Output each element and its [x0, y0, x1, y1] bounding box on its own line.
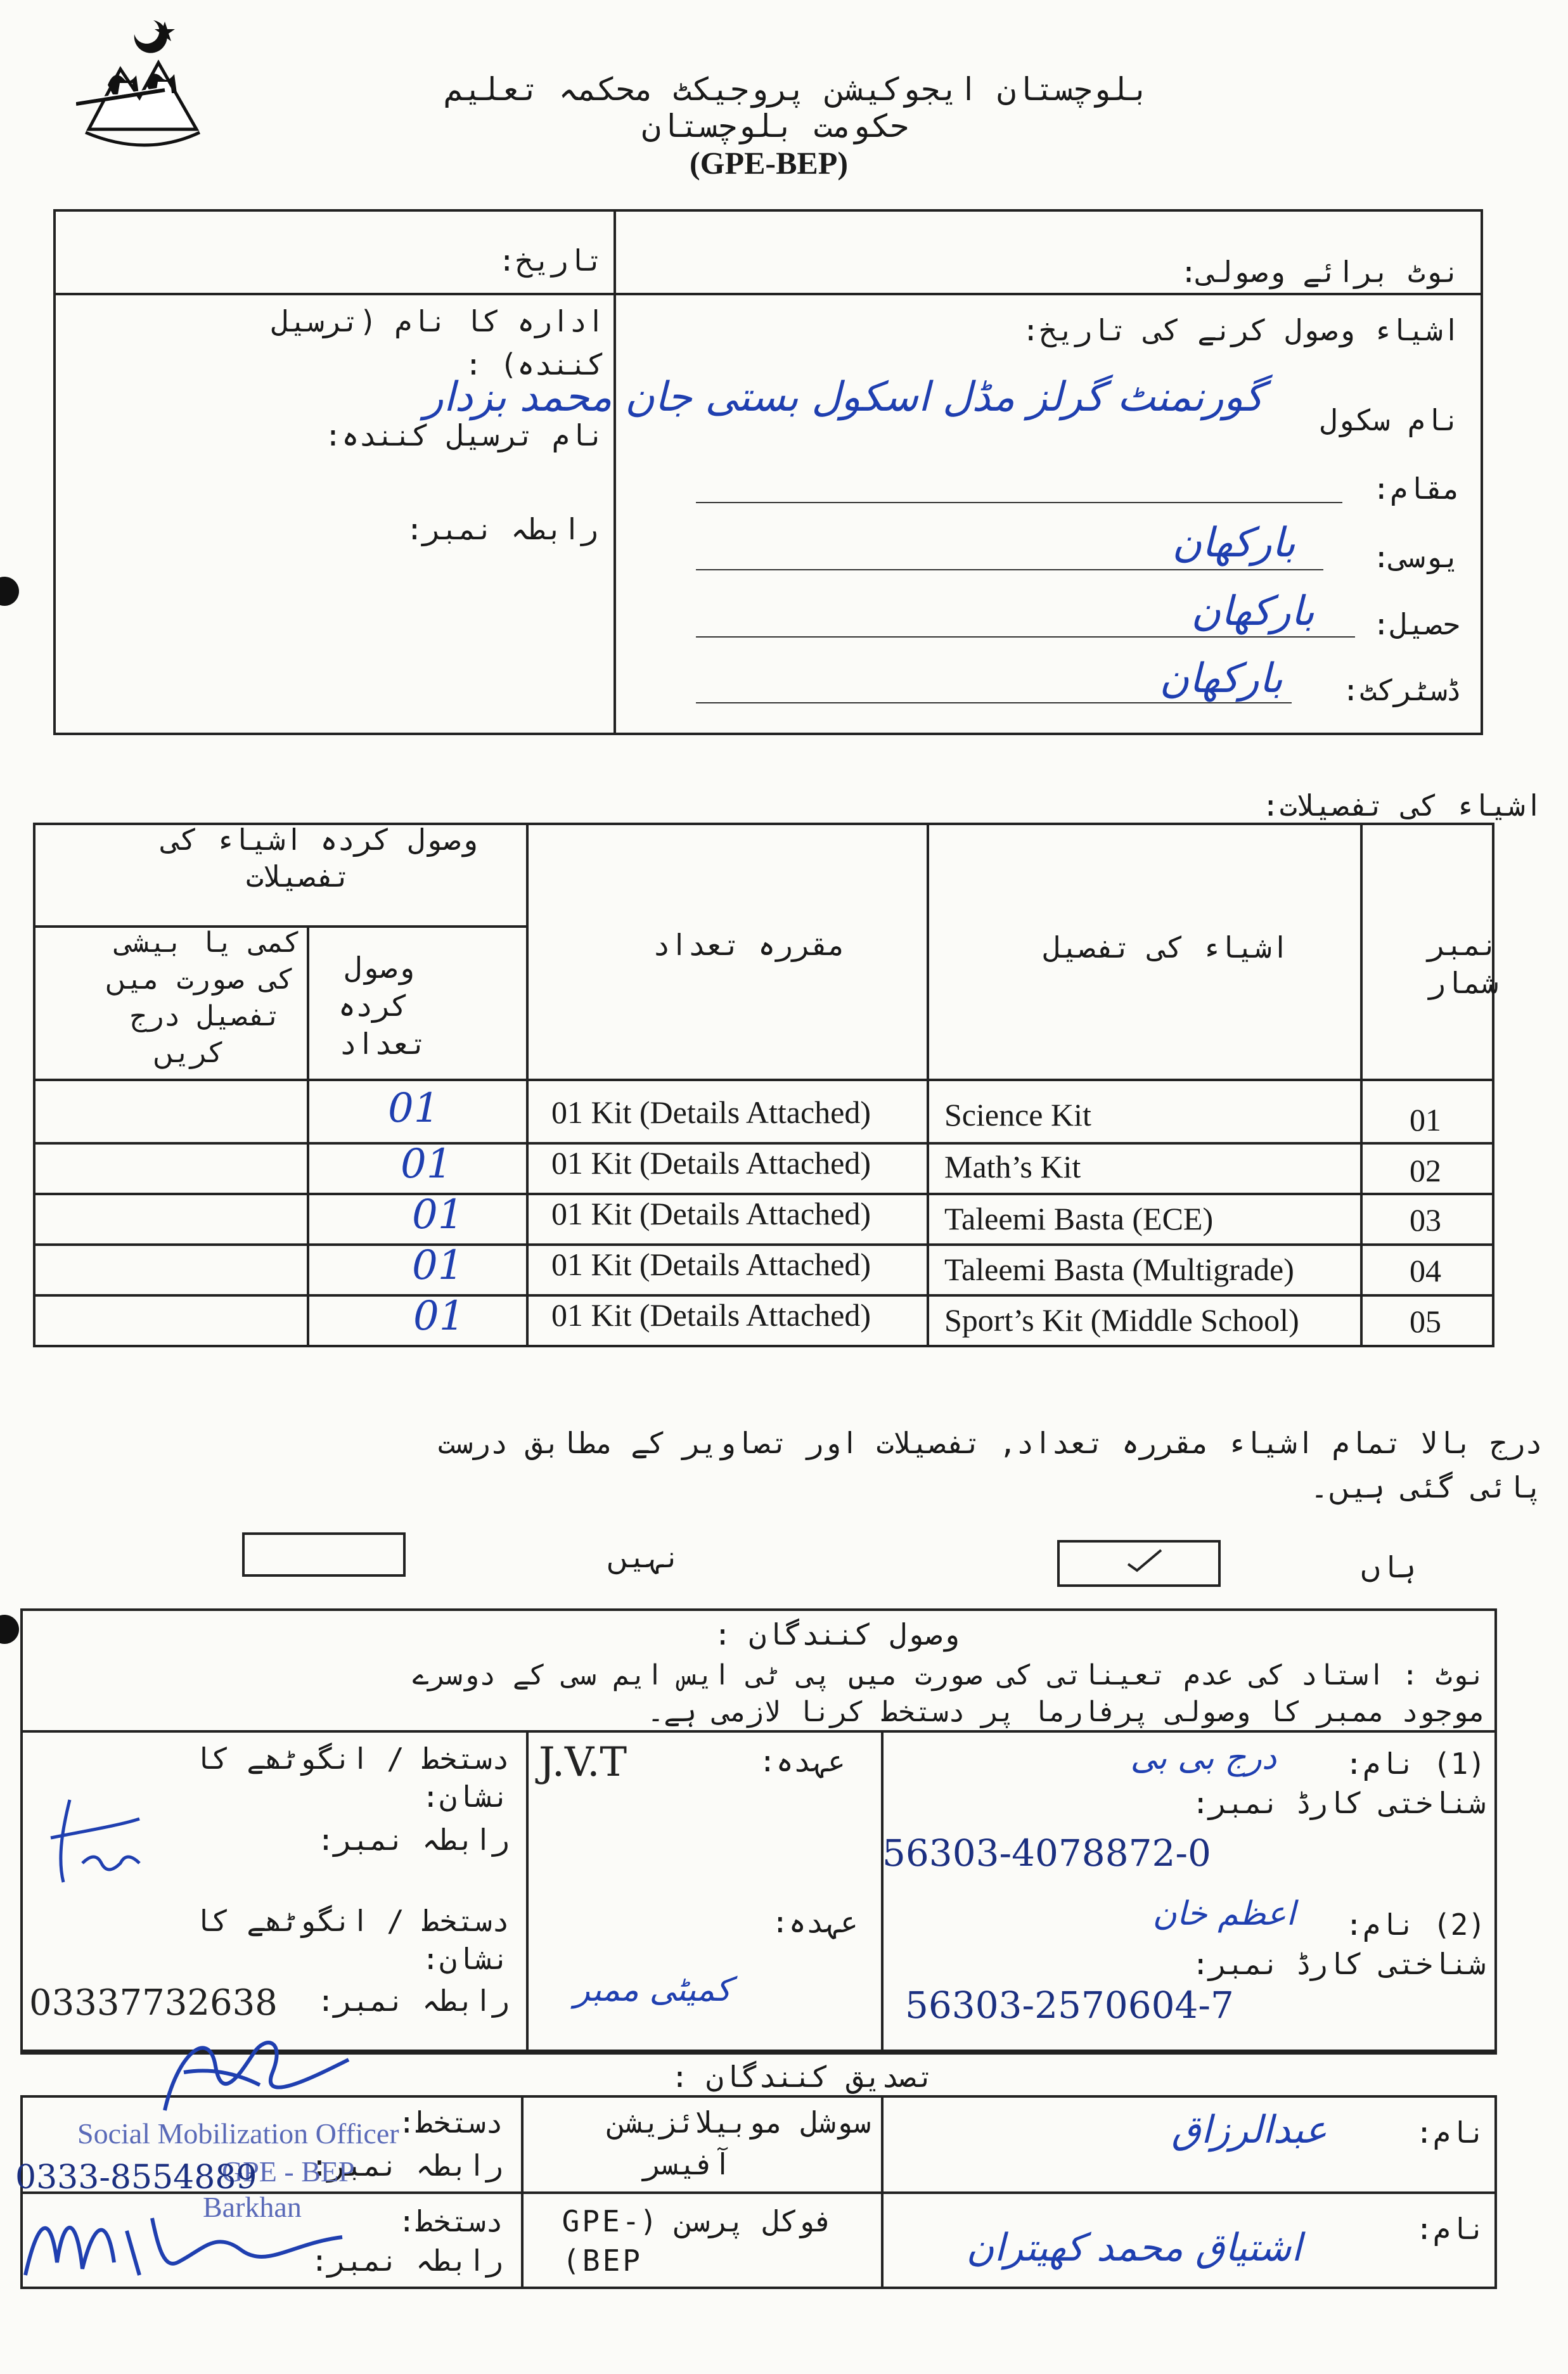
stamp-line-1: Social Mobilization Officer [77, 2117, 399, 2150]
items-heading: اشیاء کی تفصیلات: [1261, 788, 1543, 823]
punch-hole [0, 1615, 19, 1644]
header-line-2: حکومت بلوچستان [641, 108, 909, 144]
officer-role-2: آفیسر [643, 2147, 731, 2181]
institution-label-2: کنندہ) : [465, 347, 605, 382]
stamp-line-3: Barkhan [203, 2191, 302, 2223]
no-checkbox[interactable] [242, 1532, 406, 1577]
serial-header-1: نمبر [1428, 928, 1498, 962]
divider [881, 1730, 884, 2052]
table-divider [307, 925, 309, 1347]
divider [614, 209, 616, 735]
tehsil-field-line[interactable] [696, 636, 1355, 638]
diff-header-1: کمی یا بیشی [115, 927, 300, 959]
row-3-serial: 03 [1410, 1202, 1441, 1238]
receiver-2-signature-label-2: نشان: [421, 1942, 510, 1976]
note-for-receipt-label: نوٹ برائے وصولی: [1179, 255, 1460, 289]
receiver-2-designation-label: عہدہ: [771, 1905, 858, 1939]
serial-header-2: شمار [1428, 966, 1498, 1000]
receivers-note-2: موجود ممبر کا وصولی پرفارما پر دستخط کرنا لازمی ہے۔ [647, 1696, 1486, 1728]
receiver-1-cnic-label: شناختی کارڈ نمبر: [1192, 1786, 1486, 1820]
stamp-line-2: GPE - BEP [222, 2155, 355, 2188]
row-2-received: 01 [401, 1141, 453, 1188]
school-name-label: نام سکول [1320, 403, 1460, 437]
row-5-received: 01 [413, 1293, 465, 1340]
receive-date-label: اشیاء وصول کرنے کی تاریخ: [1022, 313, 1460, 347]
row-4-item: Taleemi Basta (Multigrade) [944, 1252, 1294, 1287]
uc-label: یوسی: [1372, 540, 1460, 574]
received-qty-header-1: وصول [344, 951, 414, 985]
uc-field-line[interactable] [696, 569, 1323, 570]
yes-label: ہاں [1359, 1550, 1416, 1584]
officer-role-1: سوشل موبیلائزیشن [607, 2105, 871, 2140]
focal-contact-label: رابطہ نمبر: [311, 2243, 503, 2278]
district-label: ڈسٹرکٹ: [1342, 673, 1460, 707]
yes-checkbox[interactable] [1057, 1540, 1221, 1587]
header-code: (GPE-BEP) [690, 145, 848, 181]
row-2-quota: 01 Kit (Details Attached) [551, 1145, 871, 1181]
received-group-header-1: وصول کردہ اشیاء کی [162, 823, 478, 857]
received-qty-header-3: تعداد [339, 1027, 427, 1061]
focal-signature [13, 2193, 368, 2288]
row-1-item: Science Kit [944, 1097, 1091, 1132]
officer-contact-value: 0333-8554889 [15, 2159, 257, 2197]
row-4-quota: 01 Kit (Details Attached) [551, 1247, 871, 1282]
row-5-quota: 01 Kit (Details Attached) [551, 1297, 871, 1333]
receivers-heading: وصول کنندگان : [714, 1617, 960, 1652]
district-field-line[interactable] [696, 702, 1292, 703]
receiver-1-signature [44, 1787, 184, 1889]
receiver-2-contact-value: 03337732638 [29, 1982, 278, 2024]
table-divider [526, 823, 529, 1347]
receiver-1-name-label: (1) نام: [1345, 1747, 1486, 1781]
row-3-received: 01 [412, 1191, 464, 1238]
punch-hole [0, 577, 19, 606]
focal-name-label: نام: [1415, 2212, 1486, 2246]
row-4-serial: 04 [1410, 1253, 1441, 1288]
sender-contact-label: رابطہ نمبر: [406, 512, 598, 546]
officer-contact-label: رابطہ نمبر: [311, 2148, 503, 2183]
focal-role-2: (BEP [562, 2243, 643, 2278]
no-label: نہیں [606, 1540, 681, 1574]
verifiers-heading: تصدیق کنندگان : [671, 2060, 934, 2094]
receiver-1-cnic-value: 56303-4078872-0 [882, 1832, 1211, 1875]
receiver-1-signature-label-1: دستخط / انگوٹھے کا [194, 1742, 510, 1776]
row-3-quota: 01 Kit (Details Attached) [551, 1196, 871, 1231]
row-5-serial: 05 [1410, 1304, 1441, 1339]
receiver-1-signature-label-2: نشان: [421, 1780, 510, 1814]
receivers-note-1: نوٹ : استاد کی عدم تعیناتی کی صورت میں پی ٹی ایس ایم سی کے دوسرے [412, 1659, 1486, 1691]
uc-value: بارکھان [1172, 520, 1295, 567]
table-divider [927, 823, 929, 1347]
row-3-item: Taleemi Basta (ECE) [944, 1201, 1214, 1236]
row-1-quota: 01 Kit (Details Attached) [551, 1094, 871, 1130]
row-2-item: Math’s Kit [944, 1149, 1081, 1184]
divider [521, 2095, 524, 2289]
verification-statement-1: درج بالا تمام اشیاء مقررہ تعداد, تفصیلات اور تصاویر کے مطابق درست [437, 1426, 1543, 1460]
row-1-serial: 01 [1410, 1102, 1441, 1138]
officer-name-value: عبدالرزاق [1171, 2108, 1327, 2152]
diff-header-3: تفصیل درج [130, 1000, 281, 1032]
divider [526, 1730, 529, 2052]
district-value: بارکھان [1159, 655, 1283, 702]
place-field-line[interactable] [696, 502, 1342, 503]
row-2-serial: 02 [1410, 1153, 1441, 1188]
check-mark-icon [1126, 1548, 1164, 1573]
row-5-item: Sport’s Kit (Middle School) [944, 1302, 1299, 1338]
receiver-2-name-value: اعظم خان [1152, 1895, 1295, 1933]
officer-signature-label: دستخط: [397, 2105, 503, 2140]
diff-header-2: کی صورت میں [105, 963, 294, 996]
receiver-2-signature-label-1: دستخط / انگوٹھے کا [194, 1904, 510, 1938]
header-line-1: بلوچستان ایجوکیشن پروجیکٹ محکمہ تعلیم [444, 71, 1150, 108]
verification-statement-2: پائی گئی ہیں۔ [1311, 1470, 1543, 1505]
table-divider [33, 1079, 1494, 1081]
item-header: اشیاء کی تفصیل [1043, 930, 1289, 965]
receiver-2-designation-value: کمیٹی ممبر [574, 1971, 731, 2009]
receiver-1-designation-label: عہدہ: [759, 1744, 845, 1778]
receiver-2-cnic-value: 56303-2570604-7 [905, 1984, 1234, 2027]
officer-name-label: نام: [1415, 2115, 1486, 2150]
diff-header-4: کریں [153, 1037, 224, 1069]
divider [881, 2095, 884, 2289]
receiver-1-contact-label: رابطہ نمبر: [317, 1823, 510, 1857]
row-4-received: 01 [412, 1242, 464, 1289]
focal-signature-label: دستخط: [397, 2204, 503, 2238]
receiver-2-name-label: (2) نام: [1345, 1908, 1486, 1942]
table-divider [1360, 823, 1363, 1347]
date-label: تاریخ: [498, 243, 603, 278]
focal-role-1: فوکل پرسن (-GPE [562, 2204, 833, 2238]
receiver-1-designation-value: J.V.T [539, 1739, 627, 1786]
divider [20, 1730, 1497, 1733]
received-qty-header-2: کردہ [338, 989, 408, 1023]
tehsil-label: حصیل: [1372, 607, 1460, 641]
tehsil-value: بارکھان [1191, 588, 1314, 635]
institution-label-1: ادارہ کا نام (ترسیل [271, 304, 605, 338]
received-group-header-2: تفصیلات [245, 859, 351, 894]
row-1-received: 01 [388, 1085, 440, 1132]
divider [53, 293, 1483, 295]
receiver-2-cnic-label: شناختی کارڈ نمبر: [1192, 1947, 1486, 1981]
receiver-2-contact-label: رابطہ نمبر: [317, 1984, 510, 2018]
sender-name-label: نام ترسیل کنندہ: [324, 418, 605, 452]
officer-signature [139, 2015, 380, 2129]
quota-header: مقررہ تعداد [653, 928, 845, 962]
focal-name-value: اشتیاق محمد کھیتران [966, 2226, 1302, 2270]
government-emblem-icon [76, 9, 209, 155]
receiver-1-name-value: درج بی بی [1130, 1739, 1276, 1777]
place-label: مقام: [1372, 472, 1460, 506]
school-name-value: گورنمنٹ گرلز مڈل اسکول بستی جان محمد بزدار [423, 374, 1264, 421]
